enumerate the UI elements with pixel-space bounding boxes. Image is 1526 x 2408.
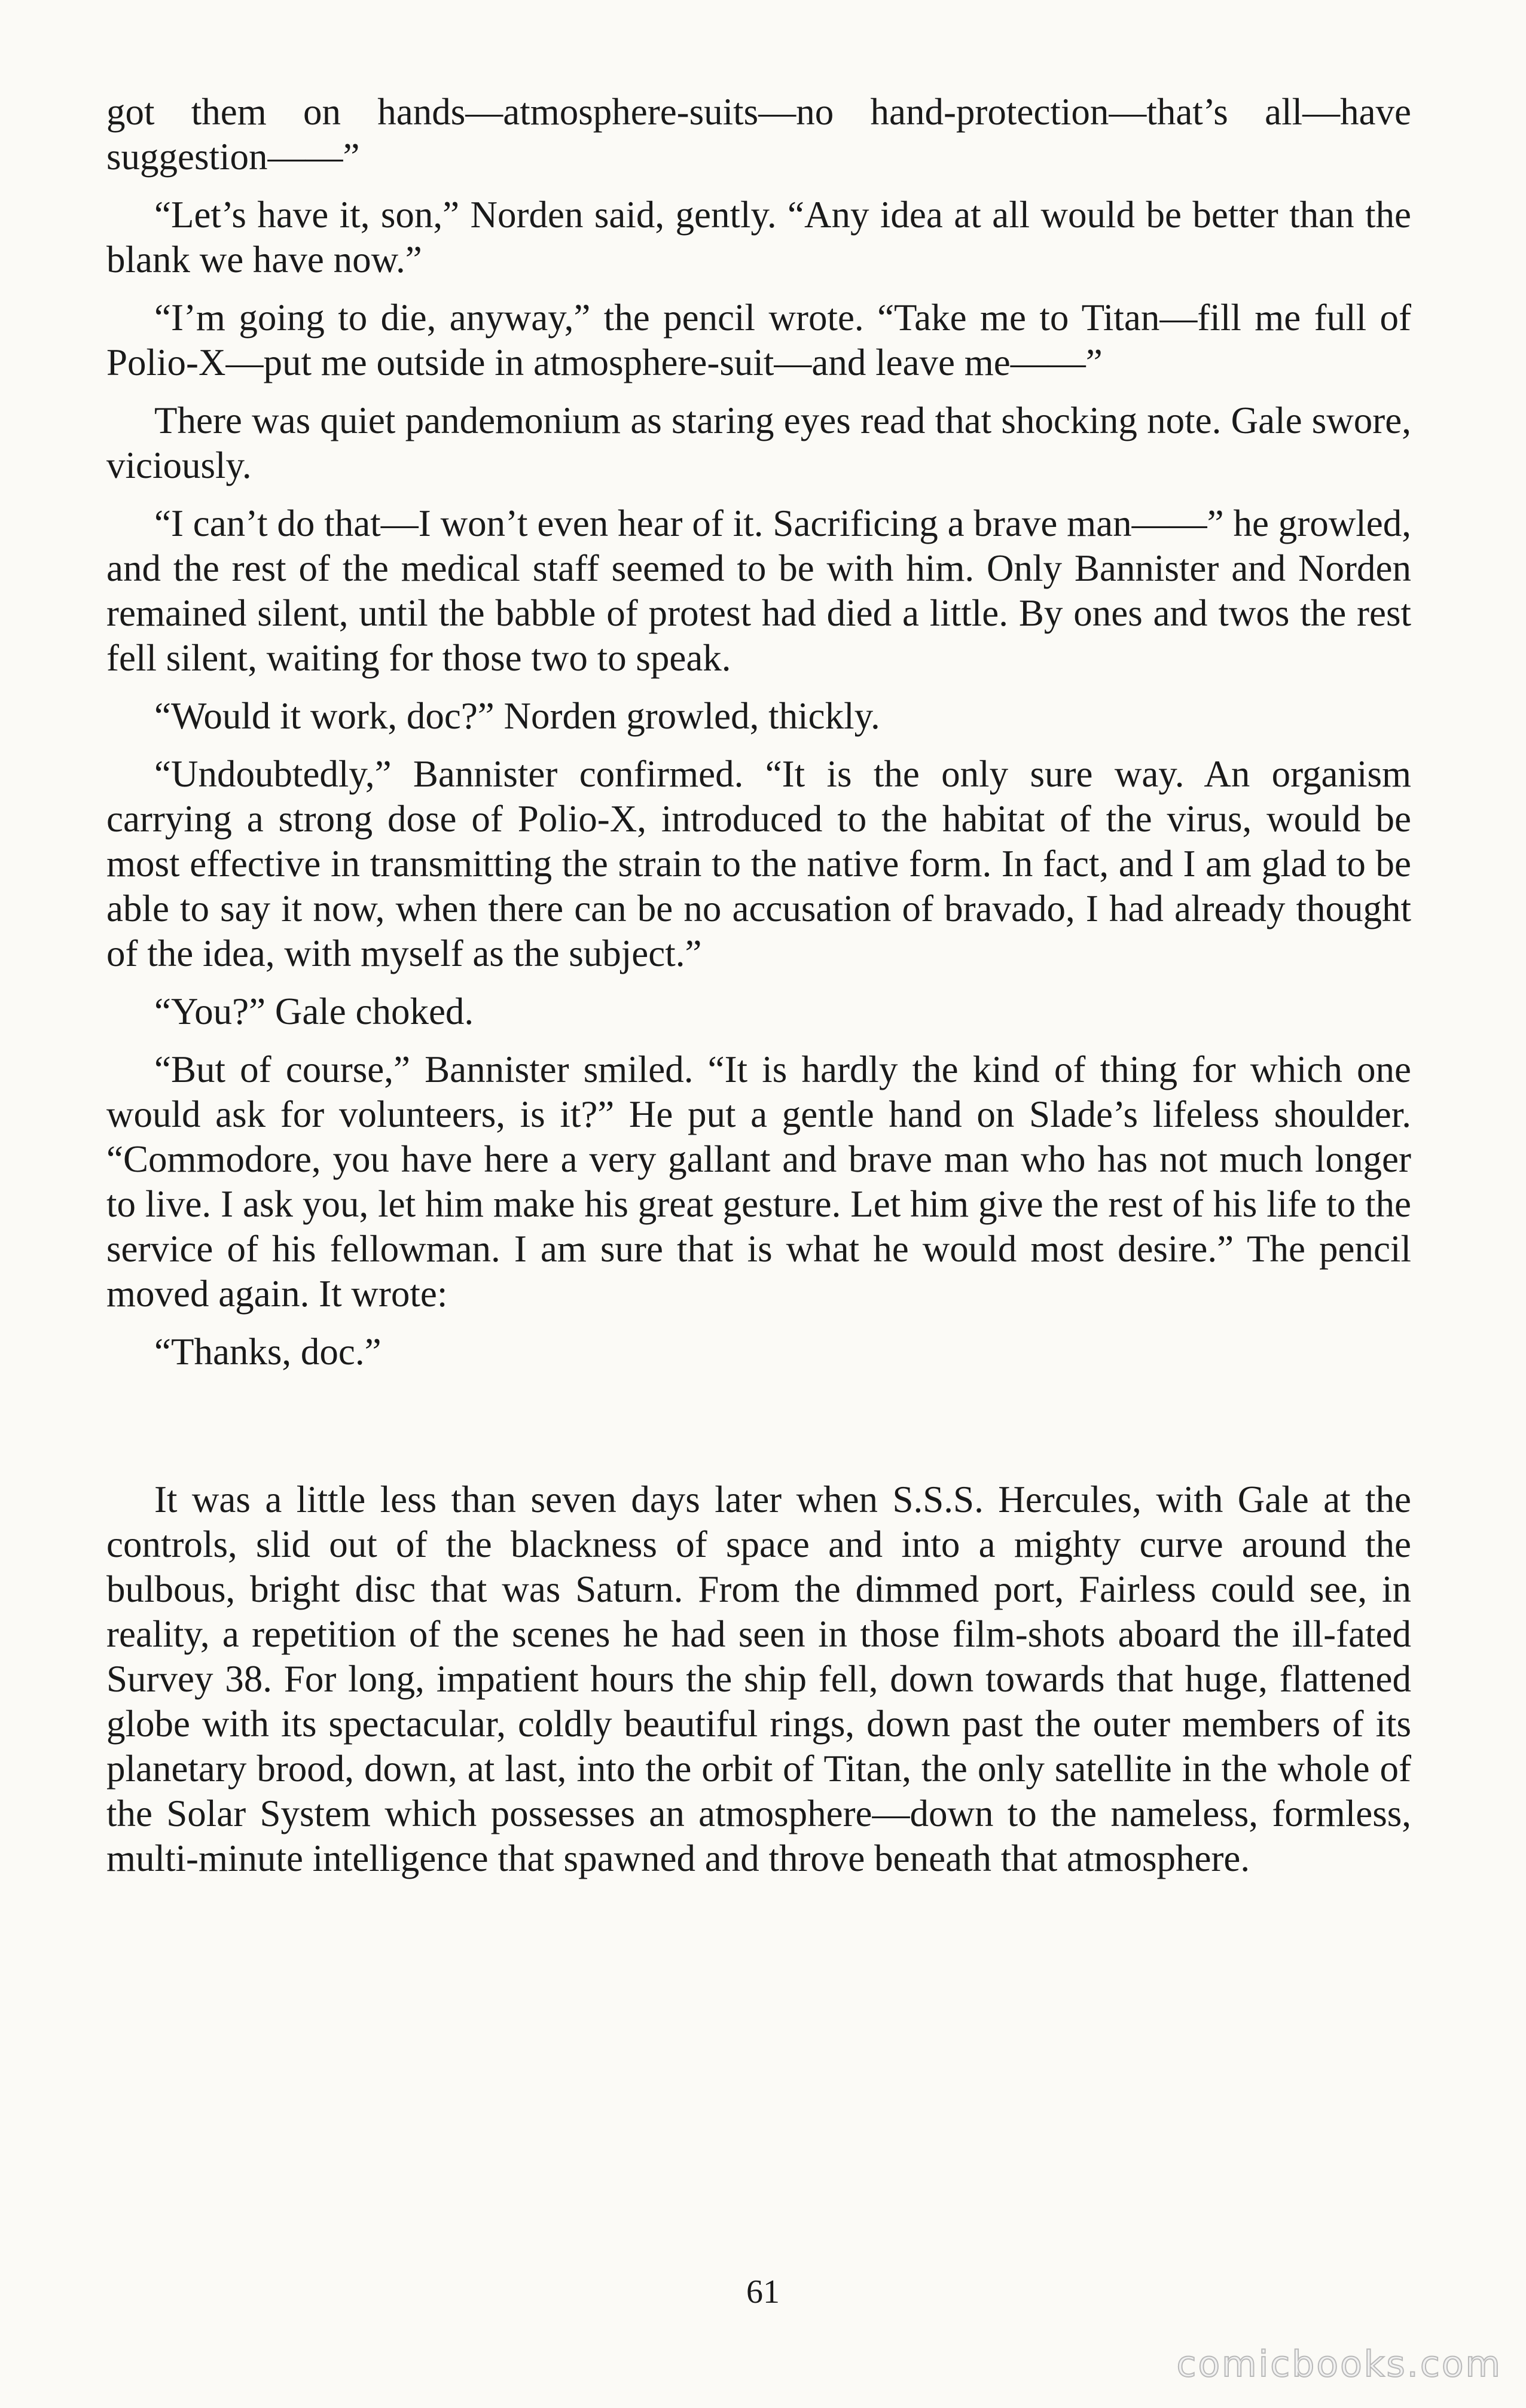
paragraph: “I’m going to die, anyway,” the pencil wrote. “Take me to Titan—fill me full of Polio-X—put me outside in atmosphere-suit—and leave me——”: [106, 297, 1411, 383]
text-section-before-break: [106, 90, 1411, 1374]
text-section-after-break: [106, 1477, 1411, 1881]
section-break: [106, 1388, 1411, 1477]
paragraph: “You?” Gale choked.: [154, 990, 474, 1032]
watermark: comicbooks.com: [1176, 2343, 1502, 2385]
paragraph: “But of course,” Bannister smiled. “It is hardly the kind of thing for which one would ask for volunteers, is it?” He put a gentle hand on Slade’s lifeless shoulder. “Commodore, you have here a very gallant and brave man who has not much longer to live. I ask you, let him make his great gesture. Let him give the rest of his life to the service of his fellowman. I am sure that is what he would most desire.” The pencil moved again. It wrote:: [106, 1048, 1411, 1315]
paragraph: “Let’s have it, son,” Norden said, gently. “Any idea at all would be better than the blank we have now.”: [106, 194, 1411, 281]
paragraph: “Thanks, doc.”: [154, 1331, 382, 1373]
paragraph: “Undoubtedly,” Bannister confirmed. “It is the only sure way. An organism carrying a strong dose of Polio-X, introduced to the habitat of the virus, would be most effective in transmitting the strain to the native form. In fact, and I am glad to be able to say it now, when there can be no accusation of bravado, I had already thought of the idea, with myself as the subject.”: [106, 753, 1411, 974]
page-number: 61: [746, 2273, 780, 2311]
paragraph: “Would it work, doc?” Norden growled, thickly.: [154, 695, 880, 737]
paragraph: There was quiet pandemonium as staring eyes read that shocking note. Gale swore, viciously.: [106, 400, 1411, 486]
page-body: [106, 90, 1411, 1894]
paragraph: got them on hands—atmosphere-suits—no hand-protection—that’s all—have suggestion——”: [106, 91, 1411, 178]
paragraph: “I can’t do that—I won’t even hear of it. Sacrificing a brave man——” he growled, and the rest of the medical staff seemed to be with him. Only Bannister and Norden remained silent, until the babble of protest had died a little. By ones and twos the rest fell silent, waiting for those two to speak.: [106, 502, 1411, 679]
paragraph: It was a little less than seven days later when S.S.S. Hercules, with Gale at the controls, slid out of the blackness of space and into a mighty curve around the bulbous, bright disc that was Saturn. From the dimmed port, Fairless could see, in reality, a repetition of the scenes he had seen in those film-shots aboard the ill-fated Survey 38. For long, impatient hours the ship fell, down towards that huge, flattened globe with its spectacular, coldly beautiful rings, down past the outer members of its planetary brood, down, at last, into the orbit of Titan, the only satellite in the whole of the Solar System which possesses an atmosphere—down to the nameless, formless, multi-minute intelligence that spawned and throve beneath that atmosphere.: [106, 1479, 1411, 1879]
